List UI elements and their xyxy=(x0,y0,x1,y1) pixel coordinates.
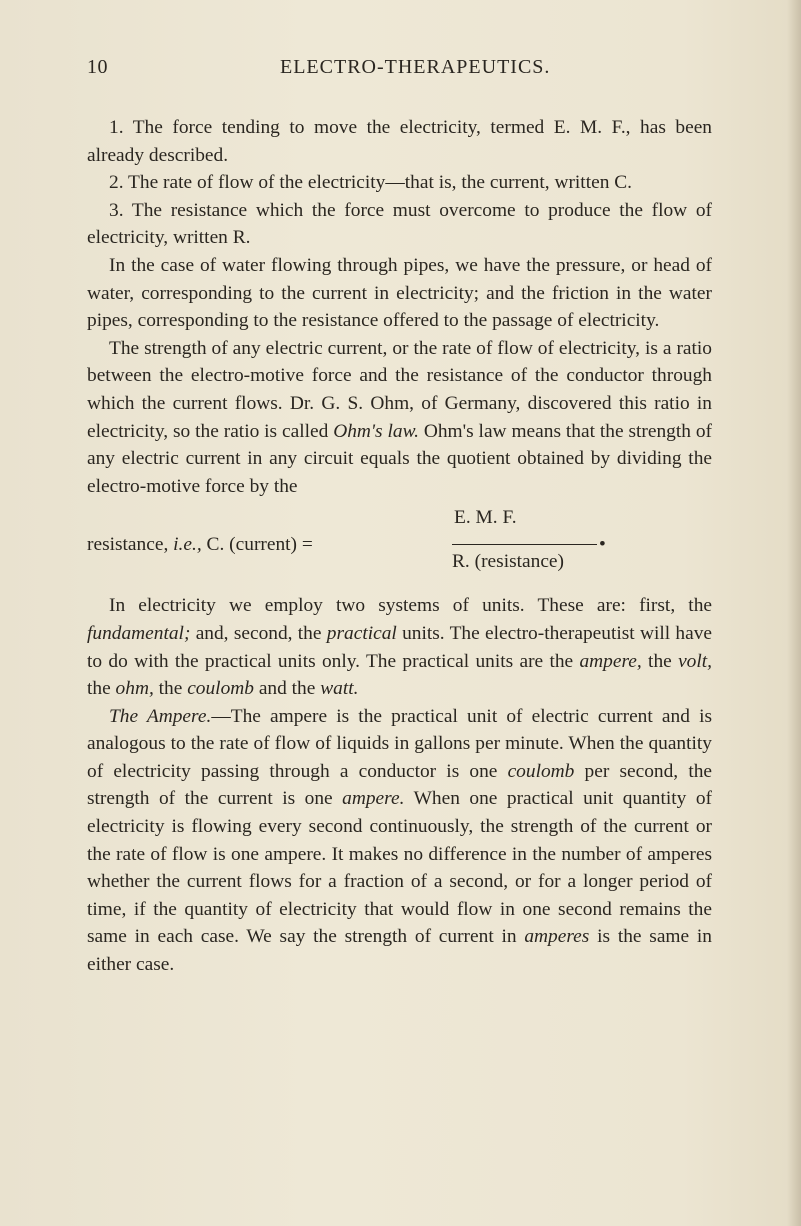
paragraph-force: 1. The force tending to move the electricity, termed E. M. F., has been already described. xyxy=(87,117,712,166)
formula-ie: i.e., xyxy=(173,534,202,556)
ohms-law-formula xyxy=(87,504,712,588)
ampere-word: ampere. xyxy=(342,788,405,810)
ampere-coulomb: coulomb xyxy=(507,760,575,782)
formula-left-a: resistance, xyxy=(87,534,174,556)
paragraph-ampere xyxy=(87,703,712,979)
units-ampere: ampere, xyxy=(579,650,642,672)
ohms-law-text-b: Ohm's law means that the strength of any electric current in any circuit equals the quotient obtained by dividing the electro-motive force by the xyxy=(87,420,712,497)
paragraph-water-analogy: In the case of water flowing through pipes, we have the pressure, or head of water, corresponding to the current in electricity; and the friction in the water pipes, corresponding to the resistance offered to the passage of electricity. xyxy=(87,254,712,332)
units-text-f: the xyxy=(153,678,188,700)
units-text-a: In electricity we employ two systems of units. These are: first, the xyxy=(109,595,712,617)
ohms-law-term: Ohm's law. xyxy=(333,420,419,442)
paragraph-rate: 2. The rate of flow of the electricity—that is, the current, written C. xyxy=(109,172,633,194)
units-volt: volt, xyxy=(678,650,712,672)
units-text-e: the xyxy=(87,678,116,700)
formula-block xyxy=(87,504,712,588)
paragraph-ohms-law xyxy=(87,335,712,501)
fraction-bar xyxy=(452,544,597,545)
units-text-b: and, second, the xyxy=(190,622,327,644)
page-number: 10 xyxy=(87,56,108,78)
units-text-c: units. The electro-therapeutist will have to do with the practical units only. The practical units are the xyxy=(87,622,712,672)
units-watt: watt. xyxy=(320,678,359,700)
units-practical: practical xyxy=(326,622,397,644)
ampere-heading: The Ampere. xyxy=(109,705,212,727)
body-text xyxy=(87,114,712,979)
units-text-d: the xyxy=(641,650,679,672)
paragraph-units xyxy=(87,592,712,702)
ampere-text-b: per second, the strength of the current is one xyxy=(87,760,713,810)
units-fundamental: fundamental; xyxy=(87,622,191,644)
ampere-text-a: —The ampere is the practical unit of electric current and is analogous to the rate of flow of liquids in gallons per minute. When the quantity of electricity passing through a conductor is one xyxy=(87,705,712,782)
paragraph-resistance: 3. The resistance which the force must overcome to produce the flow of electricity, written R. xyxy=(87,199,712,249)
formula-left-b: C. (current) = xyxy=(201,534,313,556)
formula-numerator: E. M. F. xyxy=(454,507,517,529)
units-ohm: ohm, xyxy=(115,678,154,700)
formula-left xyxy=(87,531,313,559)
page-edge-shadow xyxy=(787,0,801,1226)
ampere-text-c: When one practical unit quantity of electricity is flowing every second continuously, the strength of the current or the rate of flow is one ampere. It makes no difference in the number of amperes whether the current flows for a fraction of a second, or for a longer period of time, if the quantity of electricity that would flow in one second remains the same in each case. We say the strength of current in xyxy=(87,788,712,948)
units-coulomb: coulomb xyxy=(187,678,254,700)
page-header xyxy=(87,56,717,84)
ohms-law-text-a: The strength of any electric current, or the rate of flow of electricity, is a ratio between the electro-motive force and the resistance of the conductor through which the current flows. Dr. G. S. Ohm, of Germany, discovered this ratio in electricity, so the ratio is called xyxy=(87,337,712,442)
ampere-amperes: amperes xyxy=(524,926,590,948)
running-title: ELECTRO-THERAPEUTICS. xyxy=(280,56,551,78)
formula-end-dot: • xyxy=(599,534,606,556)
ampere-text-d: is the same in either case. xyxy=(87,926,712,976)
units-text-g: and the xyxy=(253,678,321,700)
formula-denominator: R. (resistance) xyxy=(452,551,564,573)
